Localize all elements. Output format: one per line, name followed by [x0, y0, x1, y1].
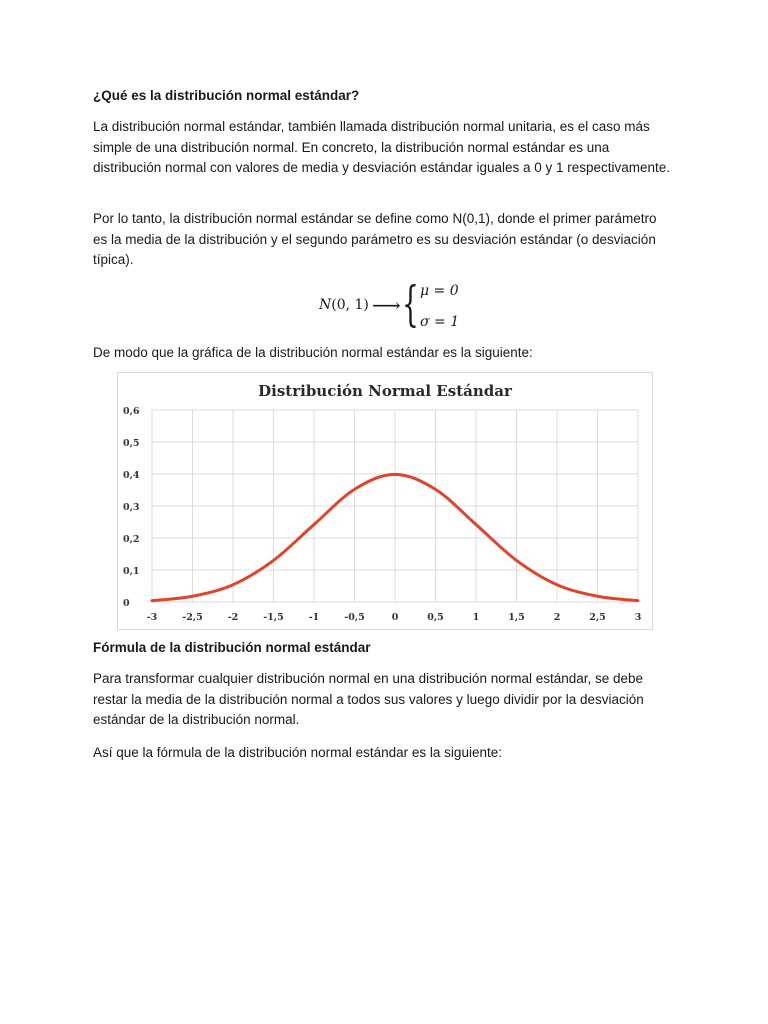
definition-paragraph: Por lo tanto, la distribución normal estándar se define como N(0,1), donde el primer parámetro es la media de la distribución y el segundo parámetro es su desviación estándar (o desviación típica). — [93, 211, 657, 267]
chart-intro-paragraph: De modo que la gráfica de la distribución normal estándar es la siguiente: — [93, 345, 533, 360]
normal-definition-formula — [319, 276, 460, 332]
formula-lhs: N(0, 1) — [319, 297, 369, 313]
formula-mean-line: μ = 0 — [420, 283, 459, 299]
x-tick-label: -3 — [146, 612, 158, 623]
chart-svg — [118, 373, 652, 629]
x-tick-label: -1,5 — [263, 612, 284, 623]
x-tick-label: 0 — [391, 612, 399, 623]
x-tick-label: 3 — [634, 612, 642, 623]
brace-icon: { — [402, 276, 419, 332]
y-tick-label: 0,4 — [123, 470, 140, 481]
y-tick-label: 0 — [123, 598, 130, 609]
y-tick-label: 0,1 — [123, 566, 140, 577]
x-tick-label: -2 — [227, 612, 239, 623]
x-tick-label: 2 — [553, 612, 561, 623]
x-tick-label: 1,5 — [508, 612, 525, 623]
formula-intro-paragraph: Así que la fórmula de la distribución normal estándar es la siguiente: — [93, 745, 502, 760]
normal-distribution-chart — [117, 372, 653, 630]
y-tick-label: 0,3 — [123, 502, 140, 513]
x-tick-label: 2,5 — [589, 612, 606, 623]
y-tick-label: 0,5 — [123, 438, 140, 449]
section-heading: ¿Qué es la distribución normal estándar? — [93, 88, 360, 103]
x-tick-label: -0,5 — [344, 612, 365, 623]
arrow-icon: ⟶ — [372, 293, 401, 317]
x-tick-label: -2,5 — [182, 612, 203, 623]
formula-sigma-line: σ = 1 — [420, 314, 460, 330]
chart-title: Distribución Normal Estándar — [258, 382, 512, 400]
x-tick-label: 1 — [472, 612, 480, 623]
y-tick-label: 0,6 — [123, 406, 140, 417]
x-tick-label: -1 — [308, 612, 320, 623]
intro-paragraph: La distribución normal estándar, también llamada distribución normal unitaria, es el caso más simple de una distribución normal. En concreto, la distribución normal estándar es una distribución normal con valores de media y desviación estándar iguales a 0 y 1 respectivamente. — [93, 119, 671, 175]
x-tick-label: 0,5 — [427, 612, 444, 623]
transform-paragraph: Para transformar cualquier distribución normal en una distribución normal estándar, se debe restar la media de la distribución normal a todos sus valores y luego dividir por la desviación estándar de la distribución normal. — [93, 671, 644, 727]
y-tick-label: 0,2 — [123, 534, 140, 545]
formula-heading: Fórmula de la distribución normal estándar — [93, 640, 371, 655]
